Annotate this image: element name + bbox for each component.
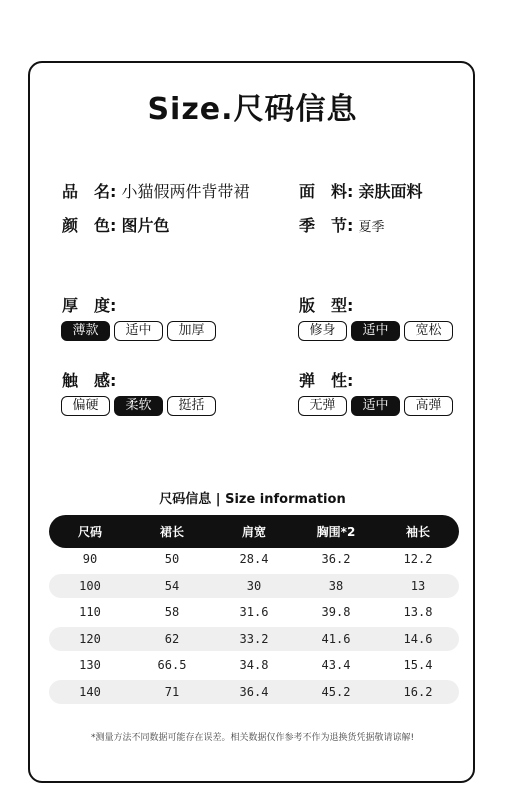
table-cell: 110	[79, 605, 101, 619]
season-label: 季 节:	[299, 216, 354, 235]
header-cell: 尺码	[77, 525, 102, 539]
color-label: 颜 色:	[62, 216, 117, 235]
fit-options	[298, 321, 457, 341]
table-row	[49, 680, 459, 704]
fit-option-2: 适中	[351, 321, 400, 341]
table-cell: 50	[164, 552, 180, 566]
table-cell: 90	[82, 552, 98, 566]
elastic-option-3: 高弹	[404, 396, 453, 416]
table-cell: 30	[246, 579, 262, 593]
table-row	[49, 600, 459, 624]
table-cell: 120	[79, 632, 101, 646]
table-cell: 13.8	[403, 605, 433, 619]
table-cell: 62	[164, 632, 180, 646]
header-cell: 袖长	[405, 525, 430, 539]
table-cell: 15.4	[403, 658, 433, 672]
table-cell: 58	[164, 605, 180, 619]
fabric-row	[299, 179, 423, 202]
page-title: Size.尺码信息	[147, 92, 358, 127]
thickness-option-1: 薄款	[61, 321, 110, 341]
table-cell: 43.4	[321, 658, 351, 672]
table-cell: 36.2	[321, 552, 351, 566]
header-cell: 胸围*2	[316, 525, 356, 539]
elastic-label: 弹 性:	[299, 371, 354, 390]
touch-options	[61, 396, 220, 416]
table-cell: 45.2	[321, 685, 351, 699]
thickness-label: 厚 度:	[62, 296, 117, 315]
header-cell: 肩宽	[241, 525, 266, 539]
product-name-value: 小猫假两件背带裙	[121, 182, 250, 201]
elastic-option-1: 无弹	[298, 396, 347, 416]
fabric-label: 面 料:	[299, 182, 354, 201]
table-cell: 130	[79, 658, 101, 672]
elastic-option-2: 适中	[351, 396, 400, 416]
table-cell: 31.6	[239, 605, 269, 619]
table-row	[49, 547, 459, 571]
table-cell: 33.2	[239, 632, 269, 646]
table-cell: 71	[164, 685, 180, 699]
fabric-value: 亲肤面料	[358, 182, 423, 201]
size-table-header	[49, 515, 459, 548]
thickness-option-3: 加厚	[167, 321, 216, 341]
table-cell: 14.6	[403, 632, 433, 646]
thickness-option-2: 适中	[114, 321, 163, 341]
table-cell: 66.5	[157, 658, 187, 672]
table-cell: 54	[164, 579, 180, 593]
fit-label: 版 型:	[299, 296, 354, 315]
season-value: 夏季	[358, 220, 385, 235]
thickness-options	[61, 321, 220, 341]
touch-option-2: 柔软	[114, 396, 163, 416]
table-cell: 39.8	[321, 605, 351, 619]
table-row	[49, 627, 459, 651]
table-cell: 16.2	[403, 685, 433, 699]
color-row	[62, 213, 170, 236]
table-cell: 140	[79, 685, 101, 699]
header-cell: 裙长	[159, 525, 184, 539]
table-cell: 34.8	[239, 658, 269, 672]
table-cell: 36.4	[239, 685, 269, 699]
color-value: 图片色	[121, 216, 170, 235]
table-cell: 13	[410, 579, 426, 593]
size-table-title: 尺码信息 | Size information	[159, 492, 346, 507]
disclaimer-note: *测量方法不同数据可能存在误差。相关数据仅作参考不作为退换货凭据敬请谅解!	[90, 733, 415, 743]
table-cell: 41.6	[321, 632, 351, 646]
product-name-label: 品 名:	[62, 182, 117, 201]
elastic-options	[298, 396, 457, 416]
fit-option-1: 修身	[298, 321, 347, 341]
table-row	[49, 653, 459, 677]
table-cell: 38	[328, 579, 344, 593]
table-cell: 100	[79, 579, 101, 593]
touch-label: 触 感:	[62, 371, 117, 390]
table-row	[49, 574, 459, 598]
table-cell: 12.2	[403, 552, 433, 566]
product-name-row	[62, 179, 250, 202]
touch-option-3: 挺括	[167, 396, 216, 416]
table-cell: 28.4	[239, 552, 269, 566]
fit-option-3: 宽松	[404, 321, 453, 341]
season-row	[299, 213, 385, 236]
touch-option-1: 偏硬	[61, 396, 110, 416]
